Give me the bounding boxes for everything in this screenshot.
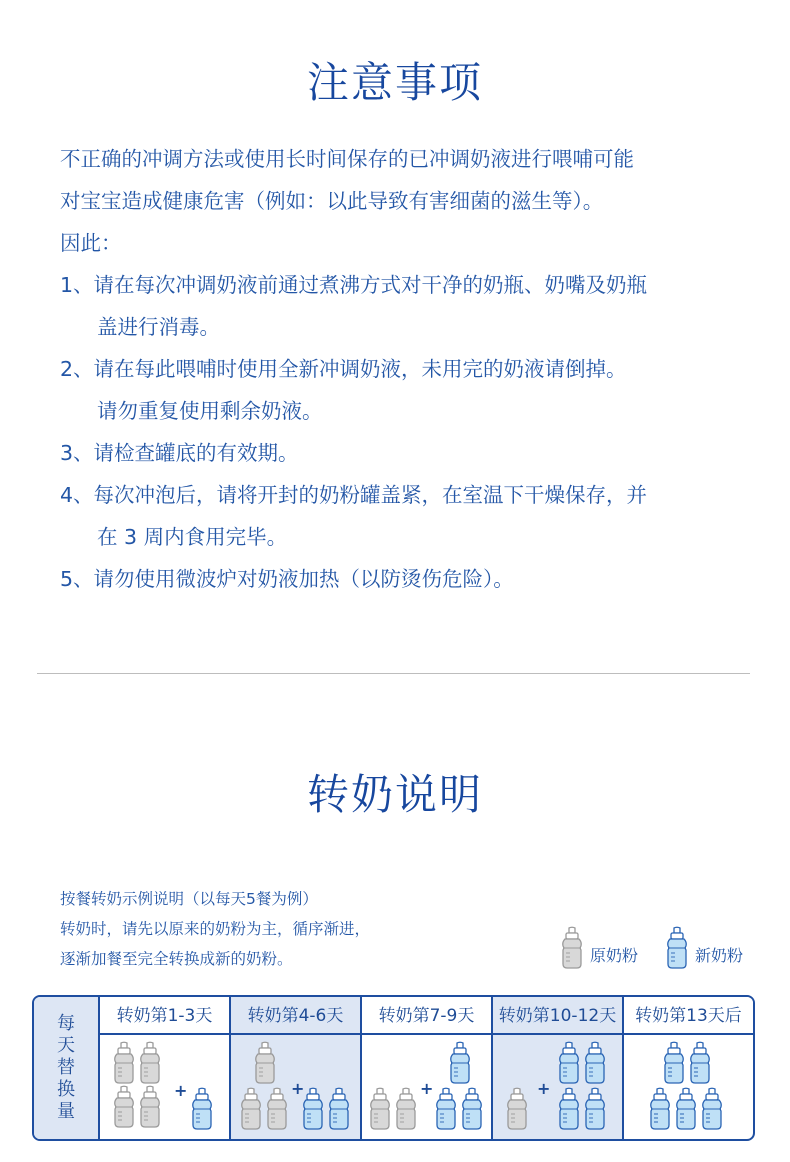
legend-new-label: 新奶粉	[695, 946, 744, 965]
gray-bottle-icon	[138, 1085, 162, 1129]
column-header: 转奶第1-3天	[100, 997, 229, 1035]
gray-bottle-icon	[394, 1087, 418, 1131]
blue-bottle-icon	[665, 926, 691, 972]
note-line: 4、每次冲泡后，请将开封的奶粉罐盖紧，在室温下干燥保存，并	[60, 483, 648, 507]
notes-list	[60, 138, 760, 600]
legend-new	[665, 922, 743, 972]
plus-icon: +	[291, 1079, 305, 1098]
plus-icon: +	[537, 1079, 551, 1098]
table-column	[362, 997, 493, 1139]
note-line: 因此：	[60, 231, 122, 255]
note-line: 盖进行消毒。	[97, 315, 220, 339]
note-line: 对宝宝造成健康危害（例如：以此导致有害细菌的滋生等）。	[60, 189, 604, 213]
gray-bottle-icon	[138, 1041, 162, 1085]
gray-bottle-icon	[368, 1087, 392, 1131]
column-header: 转奶第4-6天	[231, 997, 360, 1035]
note-line: 5、请勿使用微波炉对奶液加热（以防烫伤危险）。	[60, 567, 514, 591]
table-column	[624, 997, 753, 1139]
note-line: 3、请检查罐底的有效期。	[60, 441, 299, 465]
note-line: 不正确的冲调方法或使用长时间保存的已冲调奶液进行喂哺可能	[60, 147, 634, 171]
plus-icon: +	[420, 1079, 434, 1098]
gray-bottle-icon	[505, 1087, 529, 1131]
blue-bottle-icon	[434, 1087, 458, 1131]
blue-bottle-icon	[460, 1087, 484, 1131]
column-header: 转奶第13天后	[624, 997, 753, 1035]
intro-line: 逐渐加餐至完全转换成新的奶粉。	[60, 950, 293, 968]
note-line: 在 3 周内食用完毕。	[97, 525, 288, 549]
gray-bottle-icon	[265, 1087, 289, 1131]
column-bottles	[362, 1035, 491, 1139]
blue-bottle-icon	[557, 1087, 581, 1131]
blue-bottle-icon	[327, 1087, 351, 1131]
legend-old-label: 原奶粉	[590, 946, 639, 965]
gray-bottle-icon	[560, 926, 586, 972]
table-column	[493, 997, 624, 1139]
column-bottles	[493, 1035, 622, 1139]
blue-bottle-icon	[648, 1087, 672, 1131]
section-divider	[37, 673, 750, 674]
legend-old	[560, 922, 638, 972]
blue-bottle-icon	[674, 1087, 698, 1131]
intro-line: 转奶时，请先以原来的奶粉为主，循序渐进，	[60, 920, 371, 938]
blue-bottle-icon	[700, 1087, 724, 1131]
note-line: 2、请在每此喂哺时使用全新冲调奶液，未用完的奶液请倒掉。	[60, 357, 627, 381]
gray-bottle-icon	[239, 1087, 263, 1131]
column-bottles	[100, 1035, 229, 1139]
blue-bottle-icon	[557, 1041, 581, 1085]
gray-bottle-icon	[112, 1041, 136, 1085]
note-line: 1、请在每次冲调奶液前通过煮沸方式对干净的奶瓶、奶嘴及奶瓶	[60, 273, 648, 297]
column-header: 转奶第7-9天	[362, 997, 491, 1035]
note-line: 请勿重复使用剩余奶液。	[97, 399, 323, 423]
blue-bottle-icon	[662, 1041, 686, 1085]
column-bottles	[231, 1035, 360, 1139]
blue-bottle-icon	[665, 926, 689, 970]
blue-bottle-icon	[190, 1087, 214, 1131]
notes-title: 注意事项	[306, 58, 483, 107]
gray-bottle-icon	[112, 1085, 136, 1129]
table-column	[100, 997, 231, 1139]
blue-bottle-icon	[583, 1041, 607, 1085]
transition-table	[32, 995, 755, 1141]
gray-bottle-icon	[560, 926, 584, 970]
gray-bottle-icon	[253, 1041, 277, 1085]
transition-title: 转奶说明	[306, 770, 483, 819]
transition-intro	[60, 884, 370, 974]
blue-bottle-icon	[301, 1087, 325, 1131]
table-column	[231, 997, 362, 1139]
blue-bottle-icon	[583, 1087, 607, 1131]
row-label-daily-replacement: 每 天 替 换 量	[34, 997, 100, 1139]
column-bottles	[624, 1035, 753, 1139]
blue-bottle-icon	[688, 1041, 712, 1085]
blue-bottle-icon	[448, 1041, 472, 1085]
plus-icon: +	[174, 1081, 188, 1100]
column-header: 转奶第10-12天	[493, 997, 622, 1035]
intro-line: 按餐转奶示例说明（以每天5餐为例）	[60, 890, 318, 908]
